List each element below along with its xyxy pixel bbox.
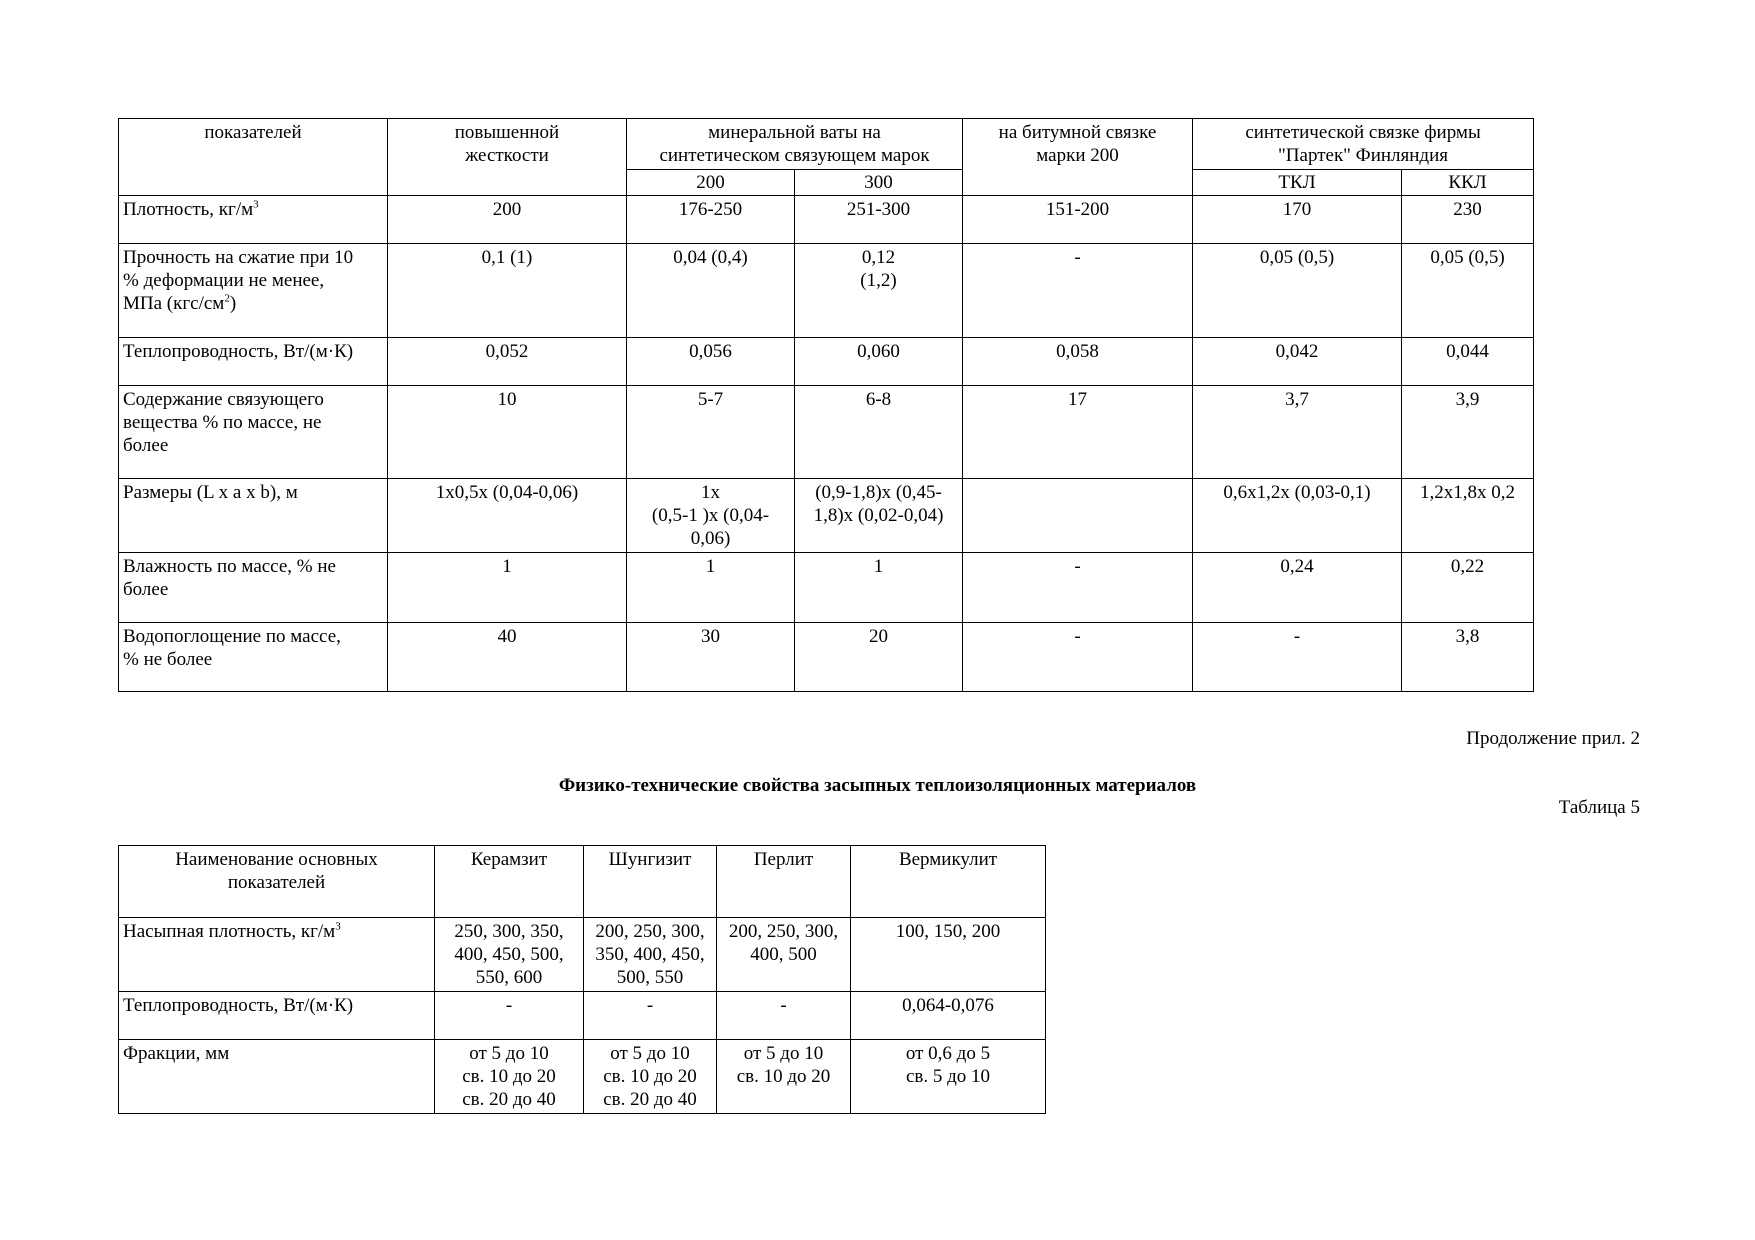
table-row <box>119 918 1046 992</box>
header-tkl: ТКЛ <box>1193 170 1402 196</box>
cell: 0,1 (1) <box>388 244 627 338</box>
cell: 200 <box>388 196 627 244</box>
cell: 0,056 <box>627 338 795 386</box>
header-indicator-name: Наименование основных показателей <box>119 846 435 918</box>
header-indicators: показателей <box>119 119 388 196</box>
cell: 0,05 (0,5) <box>1402 244 1534 338</box>
cell: от 5 до 10 св. 10 до 20 <box>717 1040 851 1114</box>
cell: 17 <box>963 386 1193 479</box>
table-5-title: Физико-технические свойства засыпных теплоизоляционных материалов <box>558 775 1197 796</box>
cell: 170 <box>1193 196 1402 244</box>
table-row <box>119 386 1534 479</box>
properties-table-5 <box>118 845 1046 1114</box>
cell: - <box>435 992 584 1040</box>
cell: 0,05 (0,5) <box>1193 244 1402 338</box>
header-mark-200: 200 <box>627 170 795 196</box>
cell: - <box>584 992 717 1040</box>
cell: 200, 250, 300, 400, 500 <box>717 918 851 992</box>
table-row <box>119 623 1534 692</box>
header-high-rigidity: повышенной жесткости <box>388 119 627 196</box>
table-5-number: Таблица 5 <box>1558 797 1640 818</box>
cell: 0,12 (1,2) <box>795 244 963 338</box>
row-label: Прочность на сжатие при 10 % деформации не менее, МПа $(кгс/см^2)$ <box>119 244 388 338</box>
header-shungizit: Шунгизит <box>584 846 717 918</box>
table-row <box>119 196 1534 244</box>
cell: - <box>1193 623 1402 692</box>
header-mineral-wool: минеральной ваты на синтетическом связующем марок <box>627 119 963 170</box>
cell: 200, 250, 300, 350, 400, 450, 500, 550 <box>584 918 717 992</box>
header-mark-300: 300 <box>795 170 963 196</box>
cell: 3,7 <box>1193 386 1402 479</box>
cell: 0,6х1,2х (0,03-0,1) <box>1193 479 1402 553</box>
properties-table-4 <box>118 118 1534 692</box>
cell: 0,064-0,076 <box>851 992 1046 1040</box>
header-kkl: ККЛ <box>1402 170 1534 196</box>
cell: от 5 до 10 св. 10 до 20 св. 20 до 40 <box>435 1040 584 1114</box>
row-label: Влажность по массе, % не более <box>119 553 388 623</box>
cell <box>963 479 1193 553</box>
cell: - <box>717 992 851 1040</box>
cell: 230 <box>1402 196 1534 244</box>
cell: 0,042 <box>1193 338 1402 386</box>
cell: 3,9 <box>1402 386 1534 479</box>
header-vermikulit: Вермикулит <box>851 846 1046 918</box>
row-label: Теплопроводность, Вт/(м·К) <box>119 338 388 386</box>
cell: 1 <box>627 553 795 623</box>
cell: 0,044 <box>1402 338 1534 386</box>
header-keramzit: Керамзит <box>435 846 584 918</box>
cell: 0,22 <box>1402 553 1534 623</box>
continuation-note: Продолжение прил. 2 <box>1466 728 1640 749</box>
cell: 10 <box>388 386 627 479</box>
cell: 1х0,5х (0,04-0,06) <box>388 479 627 553</box>
table-row <box>119 553 1534 623</box>
header-bitumen: на битумной связке марки 200 <box>963 119 1193 196</box>
cell: (0,9-1,8)х (0,45- 1,8)х (0,02-0,04) <box>795 479 963 553</box>
cell: 151-200 <box>963 196 1193 244</box>
cell: от 5 до 10 св. 10 до 20 св. 20 до 40 <box>584 1040 717 1114</box>
cell: 1х (0,5-1 )х (0,04- 0,06) <box>627 479 795 553</box>
cell: 1,2х1,8х 0,2 <box>1402 479 1534 553</box>
table-row <box>119 244 1534 338</box>
row-label: Насыпная плотность, $кг/м^3$ <box>119 918 435 992</box>
cell: 0,060 <box>795 338 963 386</box>
row-label: Плотность, $кг/м^3$ <box>119 196 388 244</box>
row-label: Размеры (L х а х b), м <box>119 479 388 553</box>
table-row <box>119 992 1046 1040</box>
cell: 20 <box>795 623 963 692</box>
cell: 5-7 <box>627 386 795 479</box>
header-partek: синтетической связке фирмы "Партек" Финляндия <box>1193 119 1534 170</box>
row-label: Фракции, мм <box>119 1040 435 1114</box>
cell: 250, 300, 350, 400, 450, 500, 550, 600 <box>435 918 584 992</box>
table-row <box>119 338 1534 386</box>
cell: 251-300 <box>795 196 963 244</box>
cell: 0,058 <box>963 338 1193 386</box>
row-label: Содержание связующего вещества % по массе, не более <box>119 386 388 479</box>
cell: 0,04 (0,4) <box>627 244 795 338</box>
header-perlit: Перлит <box>717 846 851 918</box>
table-row <box>119 479 1534 553</box>
cell: 176-250 <box>627 196 795 244</box>
cell: 100, 150, 200 <box>851 918 1046 992</box>
row-label: Водопоглощение по массе, % не более <box>119 623 388 692</box>
row-label: Теплопроводность, Вт/(м·К) <box>119 992 435 1040</box>
cell: - <box>963 553 1193 623</box>
cell: 40 <box>388 623 627 692</box>
cell: - <box>963 244 1193 338</box>
cell: - <box>963 623 1193 692</box>
cell: 1 <box>388 553 627 623</box>
cell: 6-8 <box>795 386 963 479</box>
cell: 1 <box>795 553 963 623</box>
cell: 0,24 <box>1193 553 1402 623</box>
cell: 3,8 <box>1402 623 1534 692</box>
cell: 30 <box>627 623 795 692</box>
cell: 0,052 <box>388 338 627 386</box>
table-row <box>119 1040 1046 1114</box>
cell: от 0,6 до 5 св. 5 до 10 <box>851 1040 1046 1114</box>
